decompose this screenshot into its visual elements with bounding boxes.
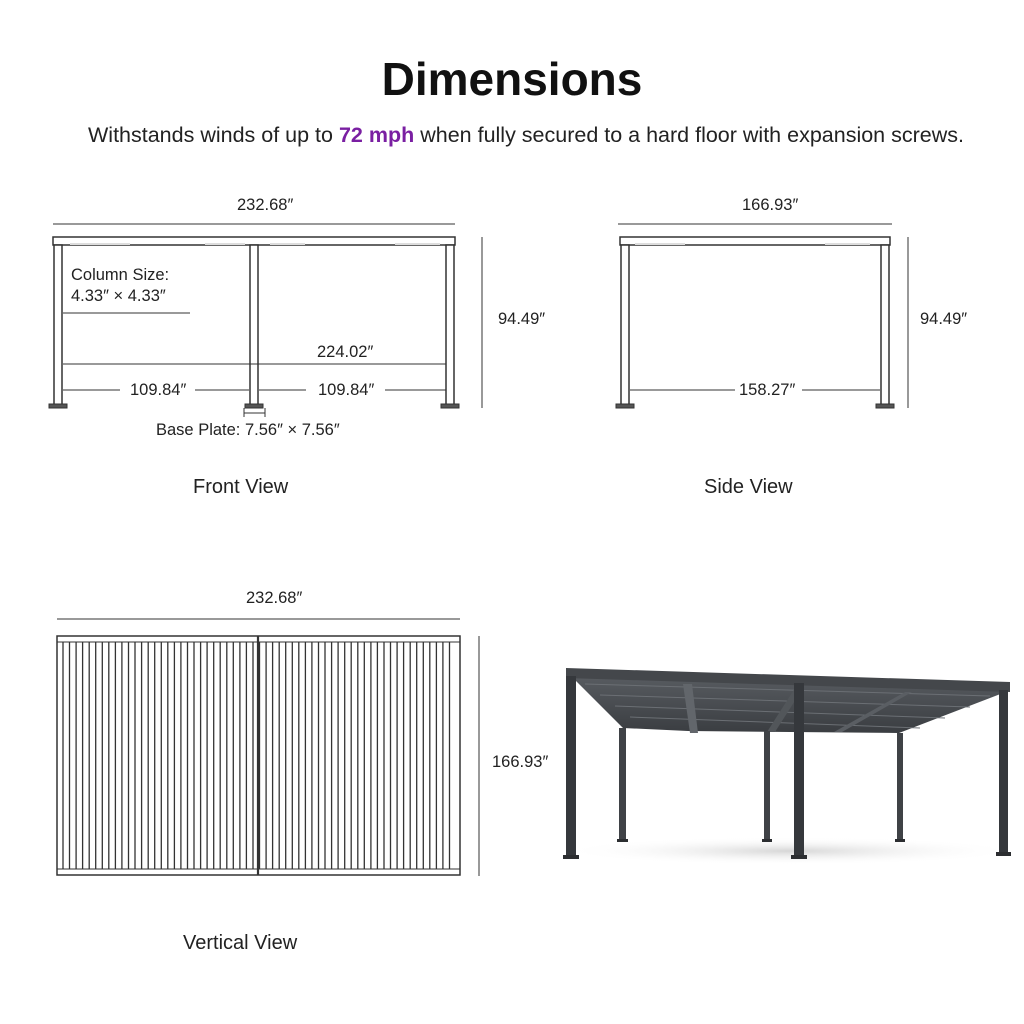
- vertical-view-drawing: [57, 619, 479, 876]
- subtitle-after: when fully secured to a hard floor with expansion screws.: [414, 123, 964, 147]
- wind-speed-highlight: 72 mph: [338, 123, 415, 147]
- column-size-value: 4.33″ × 4.33″: [71, 287, 166, 305]
- side-view-title: Side View: [704, 476, 793, 498]
- page-title: Dimensions: [381, 53, 643, 105]
- front-view-drawing: [49, 224, 482, 417]
- front-view-title: Front View: [193, 476, 289, 498]
- side-height-label: 94.49″: [920, 310, 968, 328]
- base-plate-label: Base Plate: 7.56″ × 7.56″: [156, 421, 340, 439]
- front-right-bay-label: 109.84″: [318, 381, 375, 399]
- vertical-overall-width-label: 232.68″: [246, 589, 303, 607]
- vertical-overall-depth-label: 166.93″: [492, 753, 549, 771]
- front-inner-span-label: 224.02″: [317, 343, 374, 361]
- side-overall-depth-label: 166.93″: [742, 196, 799, 214]
- front-overall-width-label: 232.68″: [237, 196, 294, 214]
- vertical-view-title: Vertical View: [183, 932, 298, 954]
- front-left-bay-label: 109.84″: [130, 381, 187, 399]
- side-inner-span-label: 158.27″: [739, 381, 796, 399]
- front-height-label: 94.49″: [498, 310, 546, 328]
- pergola-render: [560, 668, 1020, 865]
- subtitle-before: Withstands winds of up to: [88, 123, 339, 147]
- column-size-label: Column Size:: [71, 266, 170, 284]
